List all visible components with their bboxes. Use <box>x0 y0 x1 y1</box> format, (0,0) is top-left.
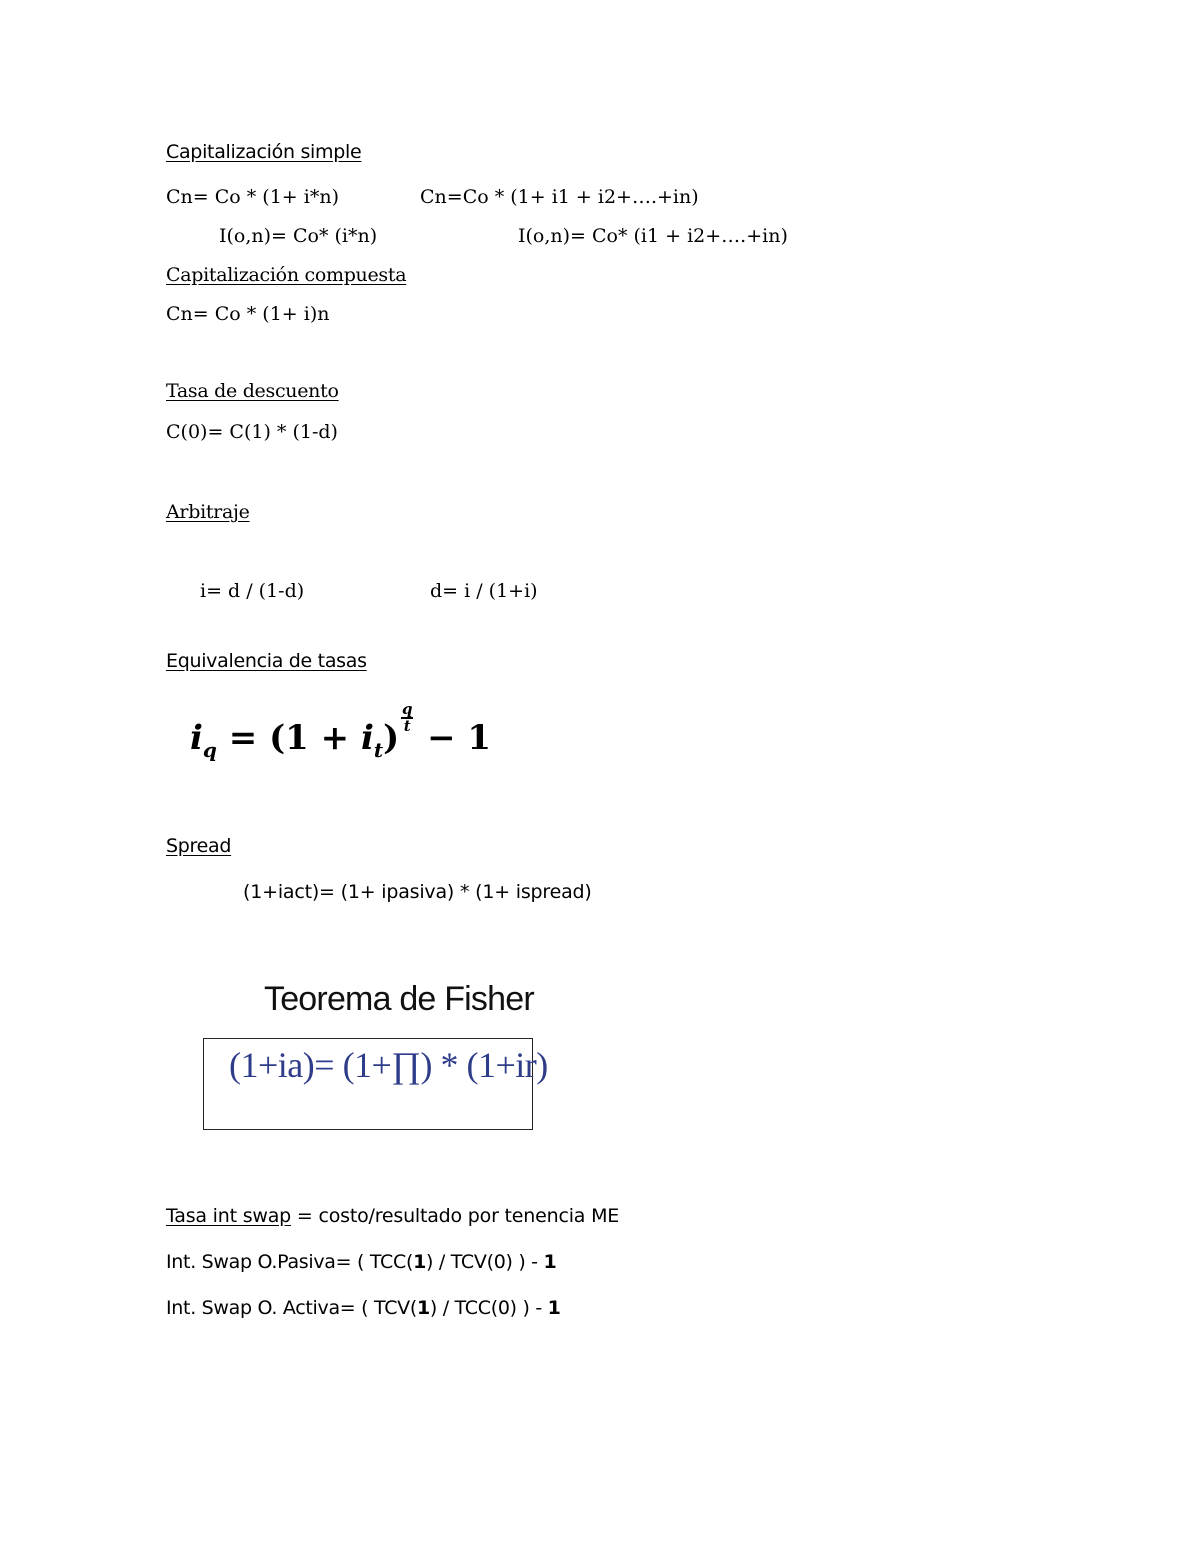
formula-cn-sum: Cn=Co * (1+ i1 + i2+….+in) <box>420 186 699 208</box>
heading-equivalencia-tasas: Equivalencia de tasas <box>166 650 367 672</box>
eq-tail: − 1 <box>415 718 492 758</box>
formula-descuento: C(0)= C(1) * (1-d) <box>166 421 338 443</box>
formula-spread: (1+iact)= (1+ ipasiva) * (1+ ispread) <box>243 881 592 903</box>
swap-activa-mid: ) / TCC(0) ) - <box>429 1297 548 1319</box>
eq-exponent <box>401 700 413 735</box>
eq-eq: = (1 + <box>216 718 361 758</box>
swap-activa-one: 1 <box>417 1297 430 1319</box>
swap-pasiva-pre: Int. Swap O.Pasiva= ( TCC( <box>166 1251 414 1273</box>
swap-definition <box>166 1205 619 1227</box>
swap-activa-pre: Int. Swap O. Activa= ( TCV( <box>166 1297 417 1319</box>
swap-pasiva-mid: ) / TCV(0) ) - <box>426 1251 544 1273</box>
formula-arbitraje-d: d= i / (1+i) <box>430 580 538 602</box>
heading-arbitraje: Arbitraje <box>166 501 250 523</box>
formula-cn-compuesta: Cn= Co * (1+ i)n <box>166 303 330 325</box>
eq-close: ) <box>383 718 400 758</box>
formula-swap-pasiva <box>166 1251 556 1273</box>
swap-activa-tail: 1 <box>547 1297 561 1319</box>
eq-rhs-sub: t <box>373 738 384 762</box>
swap-definition-text: = costo/resultado por tenencia ME <box>291 1205 620 1227</box>
eq-exp-den: t <box>403 717 411 735</box>
heading-capitalizacion-compuesta: Capitalización compuesta <box>166 264 407 286</box>
heading-tasa-descuento: Tasa de descuento <box>166 380 339 402</box>
swap-pasiva-tail: 1 <box>543 1251 557 1273</box>
formula-interes-simple: I(o,n)= Co* (i*n) <box>219 225 378 247</box>
formula-swap-activa <box>166 1297 561 1319</box>
eq-lhs-sub: q <box>202 738 217 762</box>
swap-pasiva-one: 1 <box>413 1251 427 1273</box>
fisher-formula: (1+ia)= (1+∏) * (1+ir) <box>229 1045 548 1085</box>
eq-exp-num: q <box>402 700 413 718</box>
eq-rhs-var: i <box>360 718 374 758</box>
formula-equivalencia-tasas <box>190 700 492 762</box>
formula-arbitraje-i: i= d / (1-d) <box>200 580 305 602</box>
heading-spread: Spread <box>166 835 232 857</box>
formula-cn-simple: Cn= Co * (1+ i*n) <box>166 186 339 208</box>
heading-capitalizacion-simple: Capitalización simple <box>166 141 362 163</box>
fisher-title: Teorema de Fisher <box>264 980 534 1018</box>
formula-interes-sum: I(o,n)= Co* (i1 + i2+….+in) <box>518 225 788 247</box>
eq-lhs-var: i <box>190 718 203 758</box>
heading-tasa-int-swap: Tasa int swap <box>166 1205 292 1227</box>
